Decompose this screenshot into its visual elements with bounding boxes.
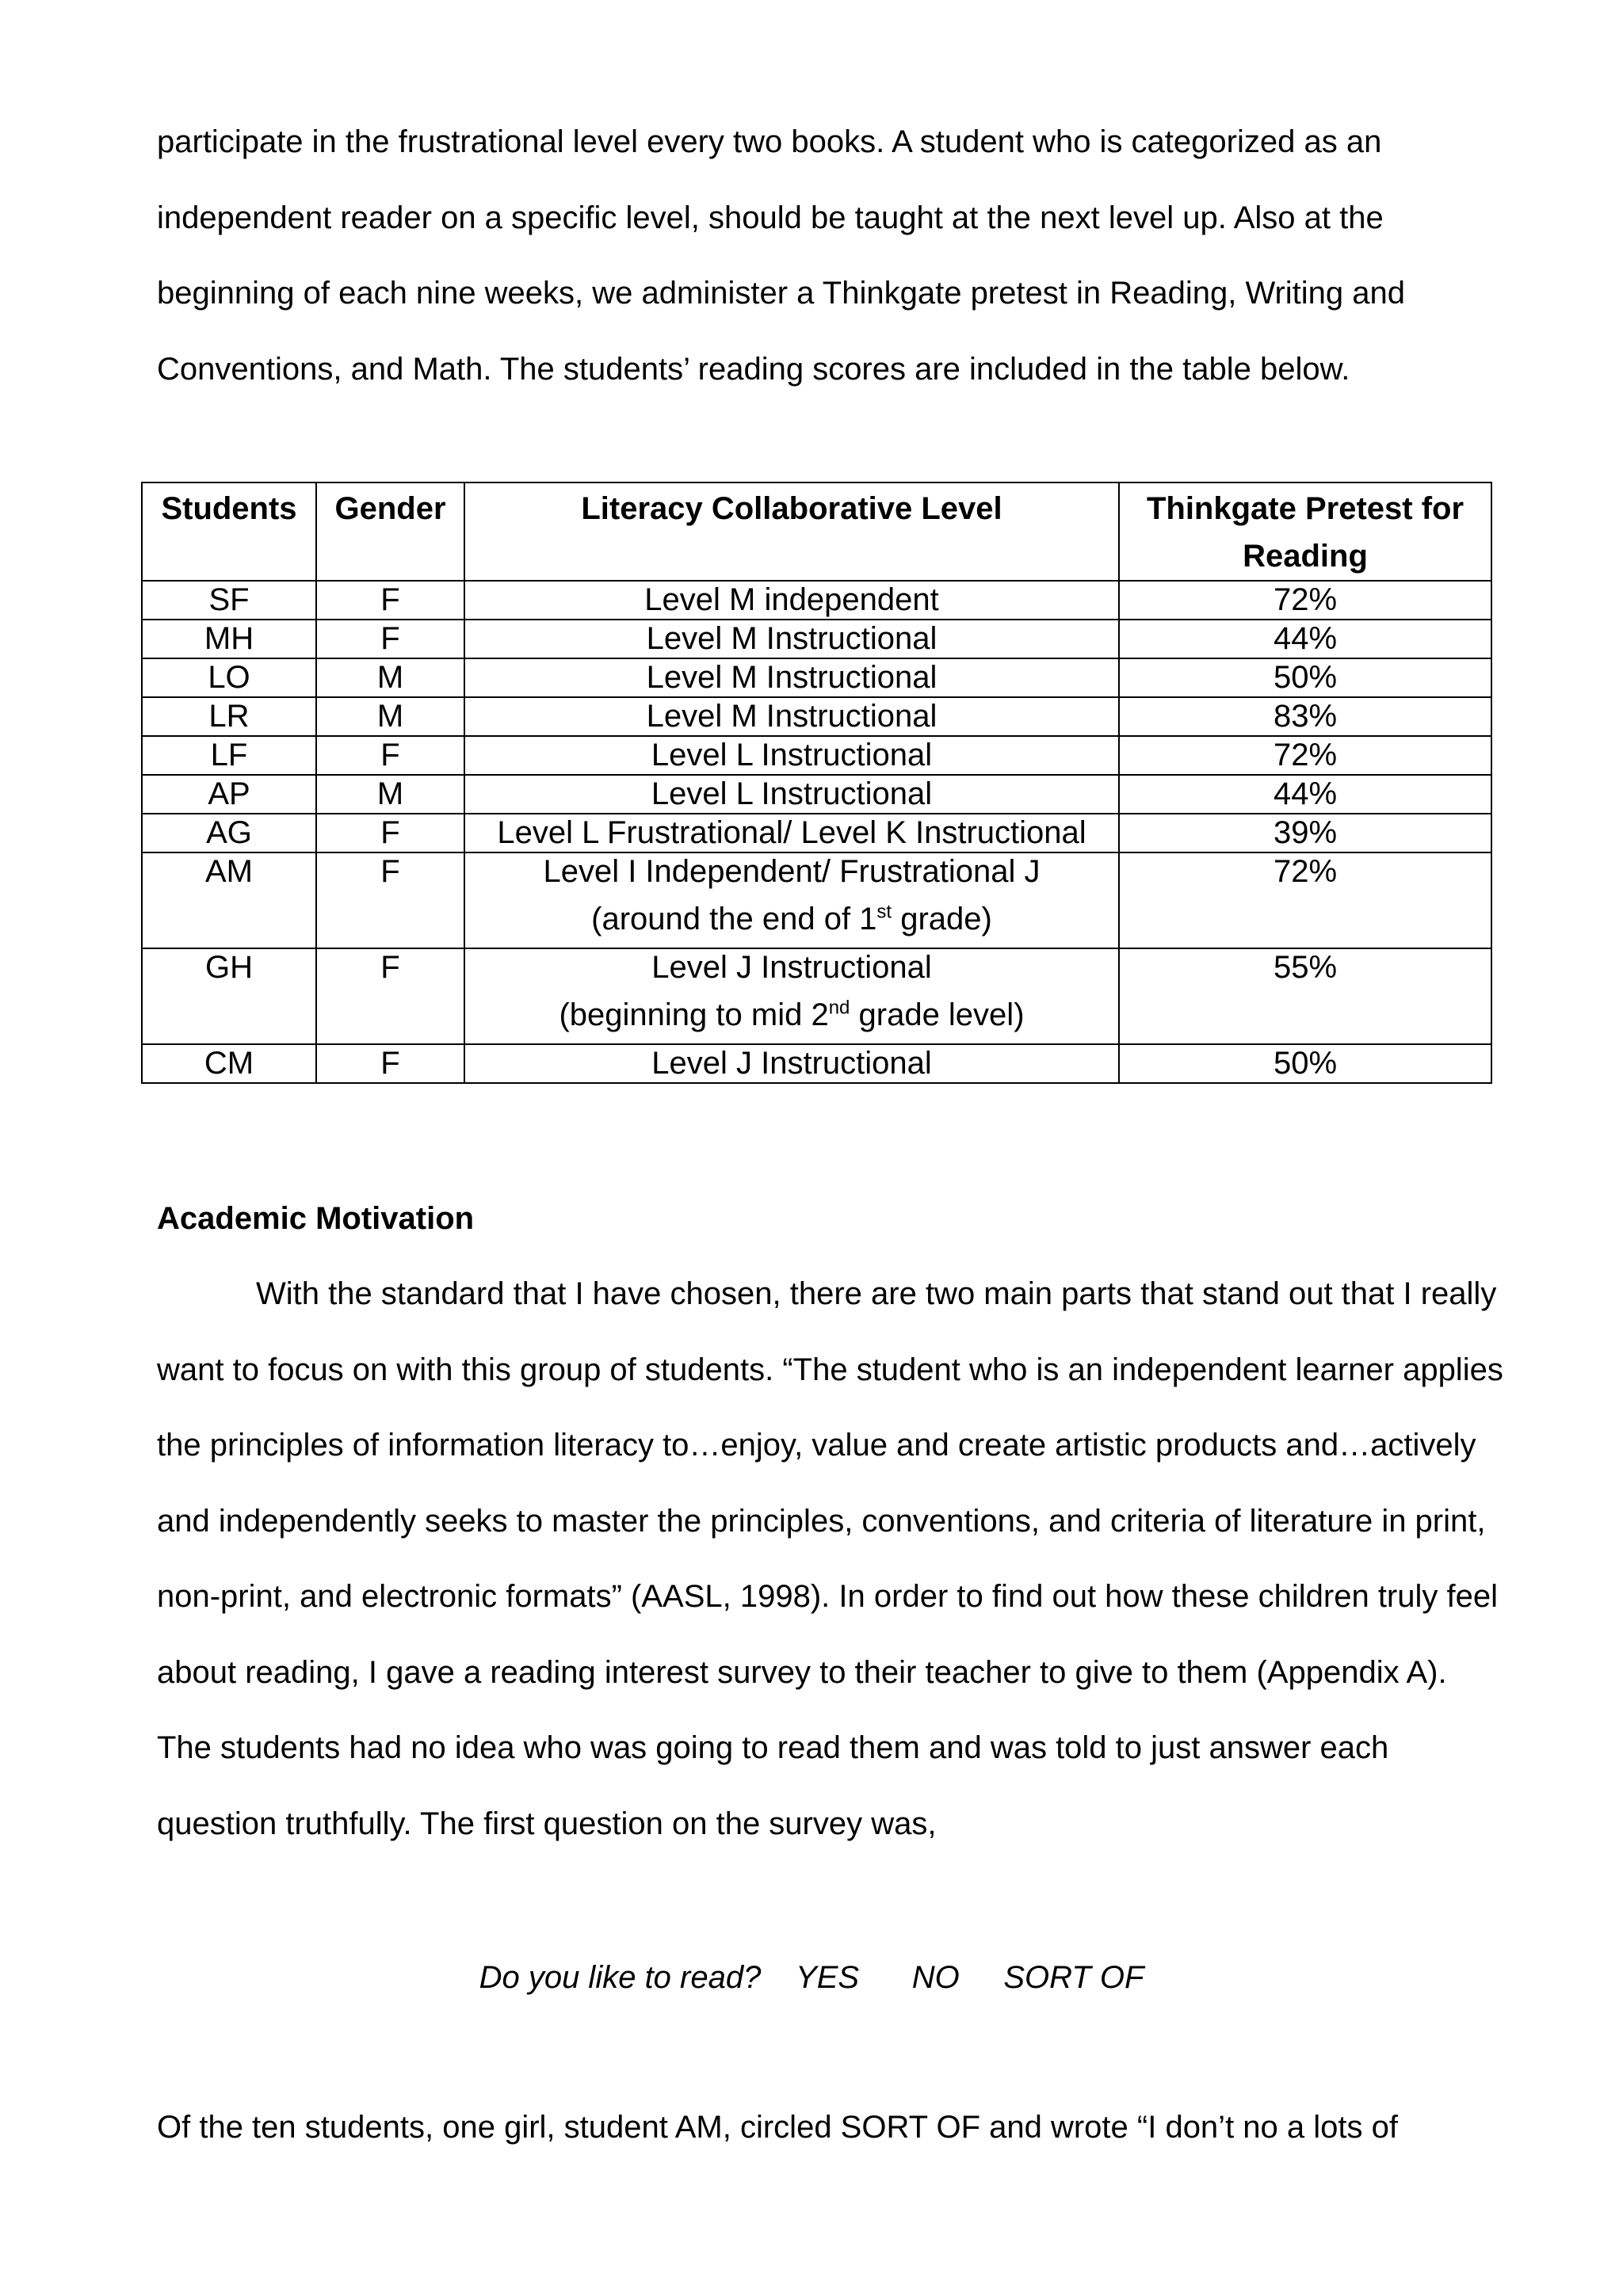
cell-level: Level L Instructional	[464, 736, 1119, 775]
cell-student: CM	[142, 1044, 316, 1083]
cell-student: LR	[142, 697, 316, 736]
cell-gender: M	[316, 775, 464, 814]
cell-score: 72%	[1119, 736, 1491, 775]
table-row	[142, 697, 1491, 736]
note-text: (around the end of 1	[591, 902, 877, 936]
header-gender: Gender	[316, 482, 464, 581]
cell-gender: F	[316, 948, 464, 1044]
cell-level: Level L Instructional	[464, 775, 1119, 814]
table-row	[142, 658, 1491, 697]
table-row	[142, 948, 1491, 1044]
cell-student: AG	[142, 814, 316, 852]
table-row	[142, 852, 1491, 948]
cell-gender: F	[316, 581, 464, 620]
cell-level: Level M Instructional	[464, 697, 1119, 736]
cell-level: Level L Frustrational/ Level K Instructional	[464, 814, 1119, 852]
header-pretest: Thinkgate Pretest for Reading	[1119, 482, 1491, 581]
cell-student: SF	[142, 581, 316, 620]
cell-gender: M	[316, 697, 464, 736]
note-text: grade)	[892, 902, 992, 936]
cell-score: 39%	[1119, 814, 1491, 852]
cell-student: MH	[142, 620, 316, 658]
cell-student: AP	[142, 775, 316, 814]
cell-level: Level M Instructional	[464, 658, 1119, 697]
table-header-row	[142, 482, 1491, 581]
cell-level: Level J Instructional	[464, 1044, 1119, 1083]
cell-gender: F	[316, 852, 464, 948]
cell-score: 72%	[1119, 581, 1491, 620]
table-row	[142, 775, 1491, 814]
table-row	[142, 1044, 1491, 1083]
level-text: Level I Independent/ Frustrational J	[543, 854, 1041, 889]
level-note	[465, 986, 1118, 1043]
table-row	[142, 620, 1491, 658]
cell-student: LO	[142, 658, 316, 697]
body-paragraph-1: participate in the frustrational level every two books. A student who is categorized as an independent reader on a specific level, should be taught at the next level up. Also at the beginning of each nine weeks, we administer a Thinkgate pretest in Reading, Writing and Conventions, and Math. The students’ reading scores are included in the table below.	[157, 124, 1406, 387]
cell-student: AM	[142, 852, 316, 948]
ordinal-suffix: nd	[828, 997, 850, 1019]
cell-level	[464, 948, 1119, 1044]
cell-score: 83%	[1119, 697, 1491, 736]
note-text: (beginning to mid 2	[559, 997, 829, 1032]
cell-score: 44%	[1119, 620, 1491, 658]
table-row	[142, 581, 1491, 620]
level-text: Level J Instructional	[651, 950, 932, 985]
table-row	[142, 736, 1491, 775]
cell-gender: F	[316, 620, 464, 658]
cell-student: GH	[142, 948, 316, 1044]
paragraph-text: With the standard that I have chosen, there are two main parts that stand out that I really want to focus on with this group of students. “The student who is an independent learner applies the principles of information literacy to…enjoy, value and create artistic products and…actively and independently seeks to master the principles, conventions, and criteria of literature in print, non-print, and electronic formats” (AASL, 1998). In order to find out how these children truly feel about reading, I gave a reading interest survey to their teacher to give to them (Appendix A). The students had no idea who was going to read them and was told to just answer each question truthfully. The first question on the survey was,	[157, 1276, 1503, 1841]
cell-score: 50%	[1119, 658, 1491, 697]
cell-gender: F	[316, 814, 464, 852]
cell-gender: M	[316, 658, 464, 697]
table-row	[142, 814, 1491, 852]
header-students: Students	[142, 482, 316, 581]
body-paragraph-3: Of the ten students, one girl, student AM, circled SORT OF and wrote “I don’t no a lots of	[157, 2110, 1398, 2145]
ordinal-suffix: st	[876, 901, 892, 923]
cell-score: 44%	[1119, 775, 1491, 814]
section-heading: Academic Motivation	[157, 1201, 475, 1236]
cell-level: Level M Instructional	[464, 620, 1119, 658]
cell-score: 72%	[1119, 852, 1491, 948]
cell-gender: F	[316, 1044, 464, 1083]
cell-level	[464, 852, 1119, 948]
level-note	[465, 891, 1118, 948]
cell-score: 50%	[1119, 1044, 1491, 1083]
cell-gender: F	[316, 736, 464, 775]
survey-question: Do you like to read? YES NO SORT OF	[479, 1960, 1144, 1995]
header-level: Literacy Collaborative Level	[464, 482, 1119, 581]
reading-scores-table	[141, 482, 1492, 1084]
cell-student: LF	[142, 736, 316, 775]
cell-level: Level M independent	[464, 581, 1119, 620]
body-paragraph-2	[157, 1257, 1504, 1862]
note-text: grade level)	[850, 997, 1025, 1032]
cell-score: 55%	[1119, 948, 1491, 1044]
